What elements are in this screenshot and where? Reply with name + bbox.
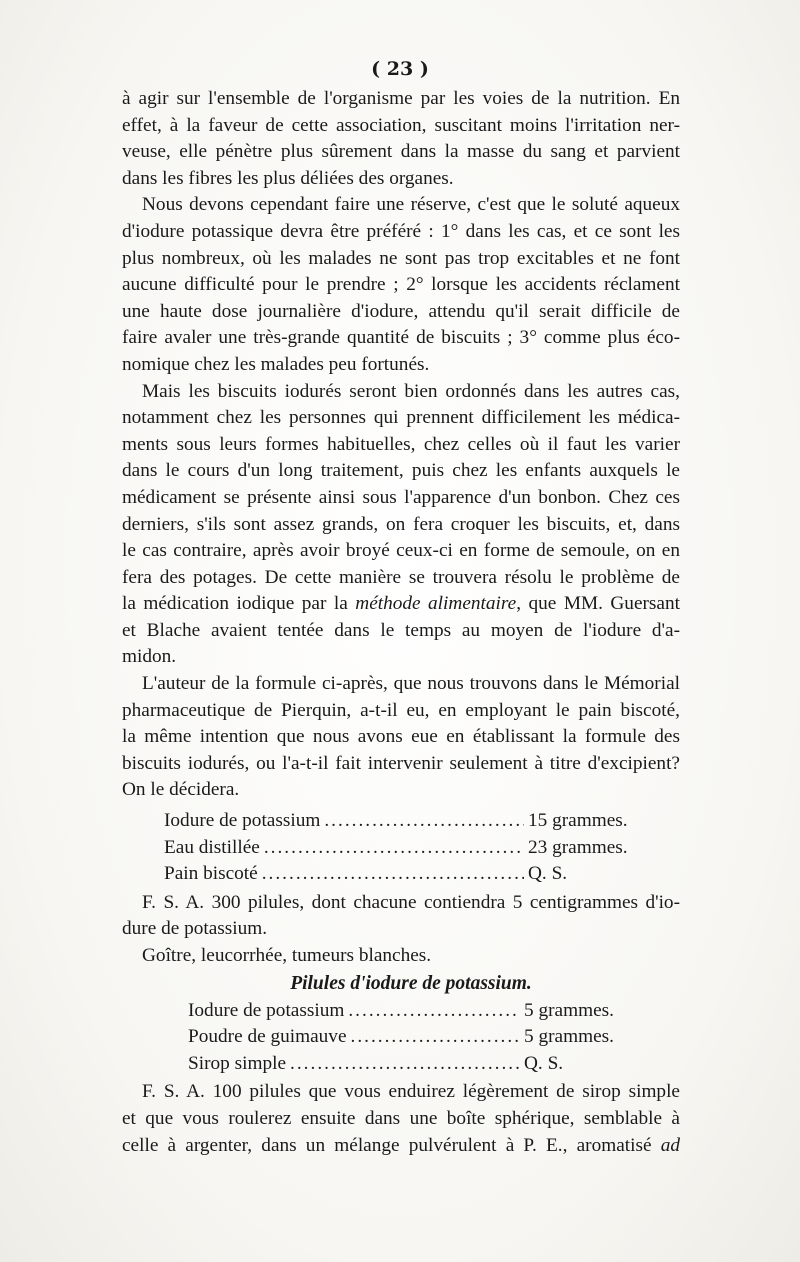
- text-line: médicament se présente ainsi sous l'apparence d'un bonbon. Chez ces: [122, 486, 680, 508]
- text-fragment: celle à argenter, dans un mélange pulvérulent à P. E., aromatisé: [122, 1134, 661, 1156]
- text-line: d'iodure potassique devra être préféré : 1° dans les cas, et ce sont les: [122, 220, 680, 242]
- leader-dots: [264, 835, 524, 862]
- text-line: dure de potassium.: [122, 918, 268, 940]
- text-line: effet, à la faveur de cette association, suscitant moins l'irritation ner-: [122, 114, 680, 136]
- recipe-row: [122, 808, 680, 835]
- text-line: veuse, elle pénètre plus sûrement dans la masse du sang et parvient: [122, 141, 680, 163]
- text-line: derniers, s'ils sont assez grands, on fera croquer les biscuits, et, dans: [122, 513, 680, 535]
- recipe-list-1: [122, 808, 680, 888]
- text-line: ments sous leurs formes habituelles, chez celles où il faut les varier: [122, 433, 680, 455]
- paragraph-3: [122, 379, 680, 672]
- text-line: dans les fibres les plus déliées des organes.: [122, 167, 454, 189]
- leader-dots: [262, 861, 524, 888]
- text-line: biscuits iodurés, ou l'a-t-il fait intervenir seulement à titre d'excipient?: [122, 752, 680, 774]
- italic-term: ad: [660, 1134, 680, 1156]
- italic-term: méthode alimentaire: [355, 593, 517, 615]
- text-fragment: la médication iodique par la: [122, 593, 356, 615]
- text-line: Nous devons cependant faire une réserve, c'est que le soluté aqueux: [142, 194, 680, 216]
- ingredient-name: Sirop simple: [188, 1052, 287, 1074]
- recipe-row: [122, 998, 680, 1025]
- recipe-1-instructions: [122, 890, 680, 943]
- ingredient-quantity: Q. S.: [528, 863, 568, 885]
- text-line: On le décidera.: [122, 779, 240, 801]
- ingredient-name: Eau distillée: [164, 836, 260, 858]
- ingredient-name: Iodure de potassium: [164, 810, 321, 832]
- paragraph-4: [122, 671, 680, 804]
- ingredient-name: Pain biscoté: [164, 863, 258, 885]
- ingredient-quantity: 5 grammes.: [524, 999, 614, 1021]
- ingredient-quantity: Q. S.: [524, 1052, 564, 1074]
- text-line: nomique chez les malades peu fortunés.: [122, 353, 430, 375]
- ingredient-name: Poudre de guimauve: [188, 1026, 347, 1048]
- leader-dots: [348, 998, 520, 1025]
- text-line: aucune difficulté pour le prendre ; 2° lorsque les accidents réclament: [122, 274, 680, 296]
- text-line: midon.: [122, 646, 177, 668]
- ingredient-quantity: 5 grammes.: [524, 1026, 614, 1048]
- text-line: Goître, leucorrhée, tumeurs blanches.: [142, 945, 432, 966]
- recipe-row: [122, 1051, 680, 1078]
- text-line: Mais les biscuits iodurés seront bien ordonnés dans les autres cas,: [142, 380, 680, 402]
- text-line-with-italic: [122, 591, 680, 618]
- text-line: fera des potages. De cette manière se trouvera résolu le problème de: [122, 566, 680, 588]
- recipe-list-2: [122, 998, 680, 1078]
- text-line: F. S. A. 100 pilules que vous enduirez légèrement de sirop simple: [142, 1081, 680, 1103]
- text-line: dans le cours d'un long traitement, puis chez les enfants auxquels le: [122, 460, 680, 482]
- page-number: ( 23 ): [371, 58, 429, 80]
- text-line: plus nombreux, où les malades ne sont pas trop excitables et ne font: [122, 247, 680, 269]
- recipe-row: [122, 835, 680, 862]
- page-content: [122, 86, 680, 1159]
- recipe-1-indications: [122, 943, 680, 970]
- paragraph-1: [122, 86, 680, 192]
- text-line: et Blache avaient tentée dans le temps au moyen de l'iodure d'a-: [122, 619, 680, 641]
- leader-dots: [324, 808, 524, 835]
- recipe-row: [122, 861, 680, 888]
- text-line: L'auteur de la formule ci-après, que nous trouvons dans le Mémorial: [142, 673, 680, 695]
- text-line: faire avaler une très-grande quantité de biscuits ; 3° comme plus éco-: [122, 327, 680, 349]
- ingredient-quantity: 23 grammes.: [528, 836, 628, 858]
- text-fragment: , que MM. Guersant: [516, 593, 680, 615]
- paragraph-2: [122, 192, 680, 378]
- text-line: et que vous roulerez ensuite dans une boîte sphérique, semblable à: [122, 1107, 680, 1129]
- leader-dots: [351, 1024, 521, 1051]
- ingredient-name: Iodure de potassium: [188, 999, 345, 1021]
- text-line: le cas contraire, après avoir broyé ceux-ci en forme de semoule, on en: [122, 540, 680, 562]
- text-line: la même intention que nous avons eue en établissant la formule des: [122, 726, 680, 748]
- text-line: à agir sur l'ensemble de l'organisme par les voies de la nutrition. En: [122, 88, 680, 109]
- leader-dots: [290, 1051, 520, 1078]
- recipe-row: [122, 1024, 680, 1051]
- recipe-2-instructions: [122, 1079, 680, 1159]
- text-line: notamment chez les personnes qui prennent difficilement les médica-: [122, 407, 680, 429]
- section-subheading: Pilules d'iodure de potassium.: [290, 972, 532, 994]
- text-line-with-italic: [122, 1133, 680, 1160]
- text-line: une haute dose journalière d'iodure, attendu qu'il serait difficile de: [122, 300, 680, 322]
- ingredient-quantity: 15 grammes.: [528, 810, 628, 832]
- text-line: F. S. A. 300 pilules, dont chacune contiendra 5 centigrammes d'io-: [142, 891, 680, 913]
- text-line: pharmaceutique de Pierquin, a-t-il eu, en employant le pain biscoté,: [122, 699, 680, 721]
